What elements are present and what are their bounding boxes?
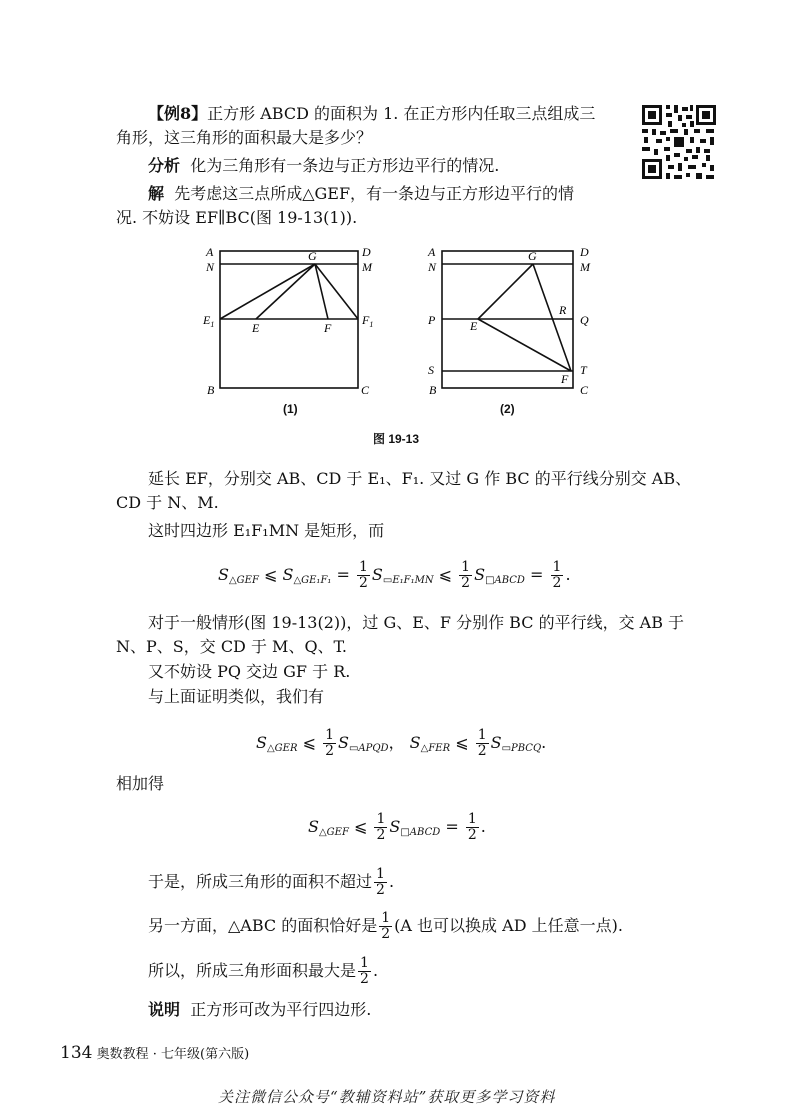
fig2-label-r: R xyxy=(559,303,567,317)
para7: 于是，所成三角形的面积不超过 $\frac{1}{2}$ . xyxy=(148,866,395,898)
fig2-seg-ef xyxy=(478,319,571,371)
fig1-caption: (1) xyxy=(283,402,298,416)
para1-line-2: CD 于 N、M. xyxy=(116,493,219,512)
analysis-line xyxy=(148,154,499,178)
fig1-label-f: F xyxy=(324,321,332,335)
problem-line-1 xyxy=(148,102,595,126)
para2: 这时四边形 E₁F₁MN 是矩形，而 xyxy=(148,521,385,540)
fig1-label-m: M xyxy=(362,260,372,274)
fig2-label-c: C xyxy=(580,383,589,397)
fig2-label-a: A xyxy=(428,245,436,259)
fig1-label-f1: $F_1$ xyxy=(362,313,374,329)
fig2-seg-ge xyxy=(478,264,533,319)
fig2-label-m: M xyxy=(580,260,590,274)
fig1-label-n: N xyxy=(206,260,215,274)
fig2-label-q: Q xyxy=(580,313,589,327)
fig2-label-f: F xyxy=(561,372,569,386)
para9: 所以，所成三角形面积最大是 $\frac{1}{2}$ . xyxy=(148,955,379,987)
solution-line-1 xyxy=(148,182,574,206)
figure-2 xyxy=(420,244,610,404)
note-label: 说明 xyxy=(148,1000,181,1019)
para3-line-1: 对于一般情形(图 19-13(2))，过 G、E、F 分别作 BC 的平行线，交 AB 于 xyxy=(148,613,685,632)
fig1-label-d: D xyxy=(362,245,371,259)
para6: 相加得 xyxy=(116,774,165,793)
fig2-label-e: E xyxy=(470,319,478,333)
formula-2: $S_{\triangle GER}$ ⩽ $\frac{1}{2}$ $S_{▭APQD}$， $S_{\triangle FER}$ ⩽ $\frac{1}{2}$ $S_{▭PBCQ}$. xyxy=(256,727,547,759)
page-number: 134 xyxy=(60,1043,93,1063)
fig1-label-b: B xyxy=(207,383,215,397)
fig1-seg-ge xyxy=(256,264,315,319)
para1-line-1: 延长 EF，分别交 AB、CD 于 E₁、F₁. 又过 G 作 BC 的平行线分别交 AB、 xyxy=(148,469,692,488)
analysis-label: 分析 xyxy=(148,156,181,175)
fig2-seg-gf xyxy=(533,264,571,371)
fig1-label-c: C xyxy=(361,383,370,397)
fig2-label-s: S xyxy=(428,363,434,377)
fig2-label-g: G xyxy=(528,249,537,263)
fig2-label-d: D xyxy=(580,245,589,259)
formula-3: $S_{\triangle GEF}$ ⩽ $\frac{1}{2}$ $S_{□ABCD}$ = $\frac{1}{2}$ . xyxy=(308,811,486,843)
fig2-label-t: T xyxy=(580,363,587,377)
solution-label: 解 xyxy=(148,184,165,203)
figure-caption: 图 19-13 xyxy=(373,432,420,446)
fig1-label-e: E xyxy=(252,321,260,335)
note-line xyxy=(148,998,371,1022)
fig2-label-b: B xyxy=(429,383,437,397)
formula-1: $S_{\triangle GEF}$ ⩽ $S_{\triangle GE_1F_1}$ = $\frac{1}{2}$ $S_{▭E_1F_1MN}$ ⩽ $\frac{1}{2}$ $S_{□ABCD}$ = $\frac{1}{2}$ . xyxy=(218,559,571,591)
solution-text-1: 先考虑这三点所成△GEF，有一条边与正方形边平行的情 xyxy=(174,184,575,203)
fig1-label-e1: $E_1$ xyxy=(203,313,215,329)
book-title: 奥数教程 · 七年级(第六版) xyxy=(96,1047,250,1062)
fig1-label-g: G xyxy=(308,249,317,263)
fig1-label-a: A xyxy=(206,245,214,259)
watermark: 关注微信公众号“教辅资料站”获取更多学习资料 xyxy=(218,1088,556,1106)
analysis-text: 化为三角形有一条边与正方形边平行的情况. xyxy=(190,156,500,175)
para5: 与上面证明类似，我们有 xyxy=(148,687,325,706)
note-text: 正方形可改为平行四边形. xyxy=(190,1000,372,1019)
fig1-seg-ge1 xyxy=(220,264,315,319)
figure-1 xyxy=(200,244,390,404)
para3-line-2: N、P、S，交 CD 于 M、Q、T. xyxy=(116,637,347,656)
fig2-caption: (2) xyxy=(500,402,515,416)
page-footer xyxy=(60,1043,249,1063)
fig2-label-p: P xyxy=(428,313,436,327)
fig2-label-n: N xyxy=(428,260,437,274)
solution-line-2: 况. 不妨设 EF∥BC(图 19-13(1)). xyxy=(116,208,358,227)
para8: 另一方面，△ABC 的面积恰好是 $\frac{1}{2}$ (A 也可以换成 AD 上任意一点). xyxy=(148,910,623,942)
para4: 又不妨设 PQ 交边 GF 于 R. xyxy=(148,662,351,681)
problem-text-1: 正方形 ABCD 的面积为 1. 在正方形内任取三点组成三 xyxy=(207,104,596,123)
qr-code xyxy=(640,103,718,181)
problem-line-2: 角形，这三角形的面积最大是多少？ xyxy=(116,128,373,147)
problem-tag: 【例8】 xyxy=(148,104,208,123)
